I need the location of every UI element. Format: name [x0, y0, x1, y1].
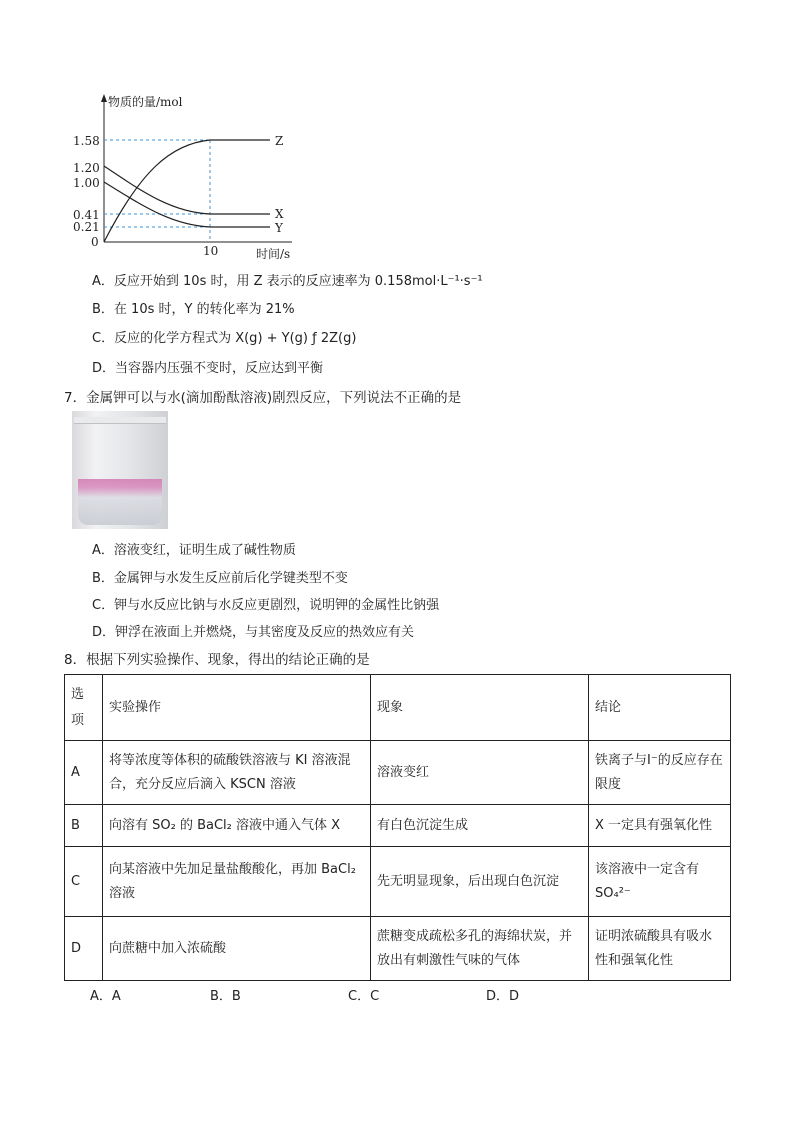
- q7-option-a: A．溶液变红，证明生成了碱性物质: [92, 543, 296, 558]
- q8-answer-a: A．A: [90, 989, 121, 1004]
- ytick-1.00: 1.00: [73, 176, 100, 190]
- q8-answer-b: B．B: [210, 989, 241, 1004]
- row-option: A: [65, 741, 103, 805]
- beaker-photo: [72, 411, 168, 529]
- q6-option-d: D．当容器内压强不变时，反应达到平衡: [92, 361, 324, 376]
- header-conclusion: 结论: [589, 675, 731, 741]
- q7-option-d: D．钾浮在液面上并燃烧，与其密度及反应的热效应有关: [92, 625, 415, 640]
- row-conclusion: 铁离子与I⁻的反应存在限度: [589, 741, 731, 805]
- label-y: Y: [275, 221, 283, 235]
- row-operation: 向蔗糖中加入浓硫酸: [103, 917, 371, 981]
- row-operation: 将等浓度等体积的硫酸铁溶液与 KI 溶液混合，充分反应后滴入 KSCN 溶液: [103, 741, 371, 805]
- row-phenomenon: 溶液变红: [371, 741, 589, 805]
- label-x: X: [275, 207, 284, 221]
- q6-option-a: A．反应开始到 10s 时，用 Z 表示的反应速率为 0.158mol·L⁻¹·s⁻¹: [92, 274, 483, 289]
- q6-option-c: C．反应的化学方程式为 X(g) + Y(g) ƒ 2Z(g): [92, 331, 357, 346]
- origin-label: 0: [91, 235, 99, 249]
- experiment-table: [64, 674, 731, 981]
- header-phenomenon: 现象: [371, 675, 589, 741]
- row-conclusion: 该溶液中一定含有 SO₄²⁻: [589, 847, 731, 917]
- table-row: [65, 917, 731, 981]
- ytick-1.20: 1.20: [73, 161, 100, 175]
- row-conclusion: X 一定具有强氧化性: [589, 805, 731, 847]
- xtick-10: 10: [203, 244, 219, 258]
- q8-answer-options: [90, 985, 590, 1003]
- row-option: D: [65, 917, 103, 981]
- ytick-0.21: 0.21: [73, 220, 100, 234]
- xlabel: 时间/s: [256, 247, 291, 261]
- q8-answer-c: C．C: [348, 989, 380, 1004]
- y-axis-arrow: [101, 94, 107, 102]
- header-operation: 实验操作: [103, 675, 371, 741]
- row-conclusion: 证明浓硫酸具有吸水性和强氧化性: [589, 917, 731, 981]
- ytick-0.41: 0.41: [73, 208, 100, 222]
- ytick-1.58: 1.58: [73, 134, 100, 148]
- row-phenomenon: 先无明显现象，后出现白色沉淀: [371, 847, 589, 917]
- table-row: [65, 805, 731, 847]
- table-row: [65, 741, 731, 805]
- table-header-row: [65, 675, 731, 741]
- row-operation: 向某溶液中先加足量盐酸酸化，再加 BaCl₂ 溶液: [103, 847, 371, 917]
- q7-stem: 7．金属钾可以与水(滴加酚酞溶液)剧烈反应，下列说法不正确的是: [64, 390, 462, 406]
- row-operation: 向溶有 SO₂ 的 BaCl₂ 溶液中通入气体 X: [103, 805, 371, 847]
- row-option: B: [65, 805, 103, 847]
- q8-answer-d: D．D: [486, 989, 520, 1004]
- q8-stem: 8．根据下列实验操作、现象，得出的结论正确的是: [64, 652, 370, 668]
- q7-option-b: B．金属钾与水发生反应前后化学键类型不变: [92, 571, 348, 586]
- label-z: Z: [275, 134, 284, 148]
- graph: [60, 92, 300, 262]
- curve-x: [104, 166, 270, 214]
- row-phenomenon: 蔗糖变成疏松多孔的海绵状炭，并放出有刺激性气味的气体: [371, 917, 589, 981]
- ylabel: 物质的量/mol: [108, 95, 183, 109]
- q7-option-c: C．钾与水反应比钠与水反应更剧烈，说明钾的金属性比钠强: [92, 598, 440, 613]
- curve-y: [104, 182, 270, 227]
- header-option: 选项: [65, 675, 103, 741]
- table-row: [65, 847, 731, 917]
- row-phenomenon: 有白色沉淀生成: [371, 805, 589, 847]
- q6-option-b: B．在 10s 时，Y 的转化率为 21%: [92, 302, 295, 317]
- row-option: C: [65, 847, 103, 917]
